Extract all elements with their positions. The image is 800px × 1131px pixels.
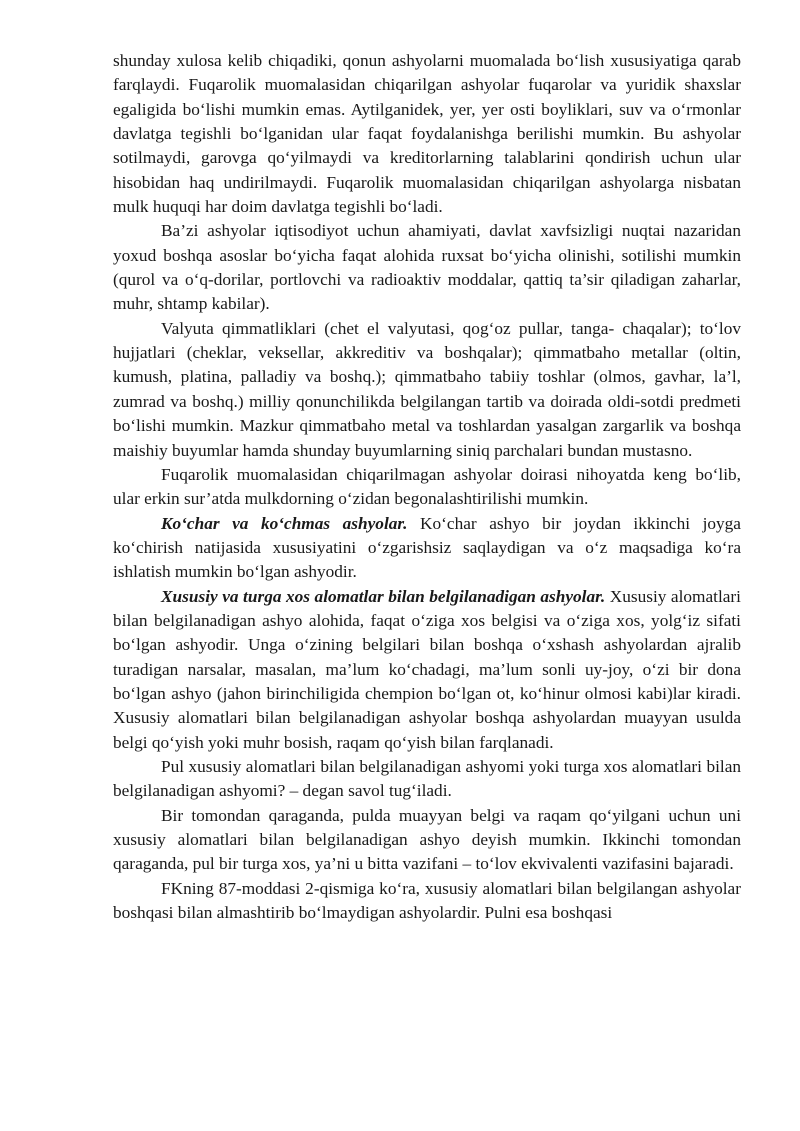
term-heading: Ko‘char va ko‘chmas ashyolar. [161,513,408,533]
term-heading: Xususiy va turga xos alomatlar bilan belgilanadigan ashyolar. [161,586,606,606]
paragraph: FKning 87-moddasi 2-qismiga ko‘ra, xususiy alomatlari bilan belgilangan ashyolar boshqasi bilan almashtirib bo‘lmaydigan ashyolardir. Pulni esa boshqasi [113,878,741,923]
paragraph: shunday xulosa kelib chiqadiki, qonun ashyolarni muomalada bo‘lish xususiyatiga qarab farqlaydi. Fuqarolik muomalasidan chiqarilgan ashyolar fuqarolar va yuridik shaxslar egaligida bo‘lishi mumkin emas. Aytilganidek, yer, yer osti boyliklari, suv va o‘rmonlar davlatga tegishli bo‘lganidan ular faqat foydalanishga berilishi mumkin. Bu ashyolar sotilmaydi, garovga qo‘yilmaydi va kreditorlarning talablarini qondirish uchun ular hisobidan haq undirilmaydi. Fuqarolik muomalasidan chiqarilgan ashyolarga nisbatan mulk huquqi har doim davlatga tegishli bo‘ladi. [113,51,741,217]
paragraph [113,585,741,755]
paragraph: Valyuta qimmatliklari (chet el valyutasi, qog‘oz pullar, tanga- chaqalar); to‘lov hujjatlari (cheklar, veksellar, akkreditiv va boshqalar); qimmatbaho metallar (oltin, kumush, platina, palladiy va boshq.); qimmatbaho tabiiy toshlar (olmos, gavhar, la’l, zumrad va boshq.) milliy qonunchilikda belgilangan tartib va doirada oldi-sotdi predmeti bo‘lishi mumkin. Mazkur qimmatbaho metal va toshlardan yasalgan zargarlik va boshqa maishiy buyumlar hamda shunday buyumlarning siniq parchalari bundan mustasno. [113,318,741,460]
paragraph-body: Ko‘char ashyo bir joydan ikkinchi joyga ko‘chirish natijasida xususiyatini o‘zgarishsiz saqlaydigan va o‘z maqsadiga ko‘ra ishlatish mumkin bo‘lgan ashyodir. [113,513,741,582]
paragraph-body: Xususiy alomatlari bilan belgilanadigan ashyo alohida, faqat o‘ziga xos belgisi va o‘ziga xos, yolg‘iz sifati bo‘lgan ashyodir. Unga o‘zining belgilari bilan boshqa o‘xshash ashyolardan ajralib turadigan narsalar, masalan, ma’lum ko‘chadagi, ma’lum sonli uy-joy, o‘zi bir dona bo‘lgan ashyo (jahon birinchiligida chempion bo‘lgan ot, ko‘hinur olmosi kabi)lar kiradi. Xususiy alomatlari bilan belgilanadigan ashyolar boshqa ashyolardan muayyan usulda belgi qo‘yish yoki muhr bosish, raqam qo‘yish bilan farqlanadi. [113,586,741,752]
paragraph: Bir tomondan qaraganda, pulda muayyan belgi va raqam qo‘yilgani uchun uni xususiy alomatlari bilan belgilanadigan ashyo deyish mumkin. Ikkinchi tomondan qaraganda, pul bir turga xos, ya’ni u bitta vazifani – to‘lov ekvivalenti vazifasini bajaradi. [113,805,741,874]
paragraph [113,512,741,585]
paragraph: Pul xususiy alomatlari bilan belgilanadigan ashyomi yoki turga xos alomatlari bilan belgilanadigan ashyomi? – degan savol tug‘iladi. [113,756,741,801]
document-page [113,49,741,925]
paragraph: Ba’zi ashyolar iqtisodiyot uchun ahamiyati, davlat xavfsizligi nuqtai nazaridan yoxud boshqa asoslar bo‘yicha faqat alohida ruxsat bo‘yicha olinishi, sotilishi mumkin (qurol va o‘q-dorilar, portlovchi va radioaktiv moddalar, qattiq ta’sir qiladigan zaharlar, muhr, shtamp kabilar). [113,221,741,314]
paragraph: Fuqarolik muomalasidan chiqarilmagan ashyolar doirasi nihoyatda keng bo‘lib, ular erkin sur’atda mulkdorning o‘zidan begonalashtirilishi mumkin. [113,464,741,509]
